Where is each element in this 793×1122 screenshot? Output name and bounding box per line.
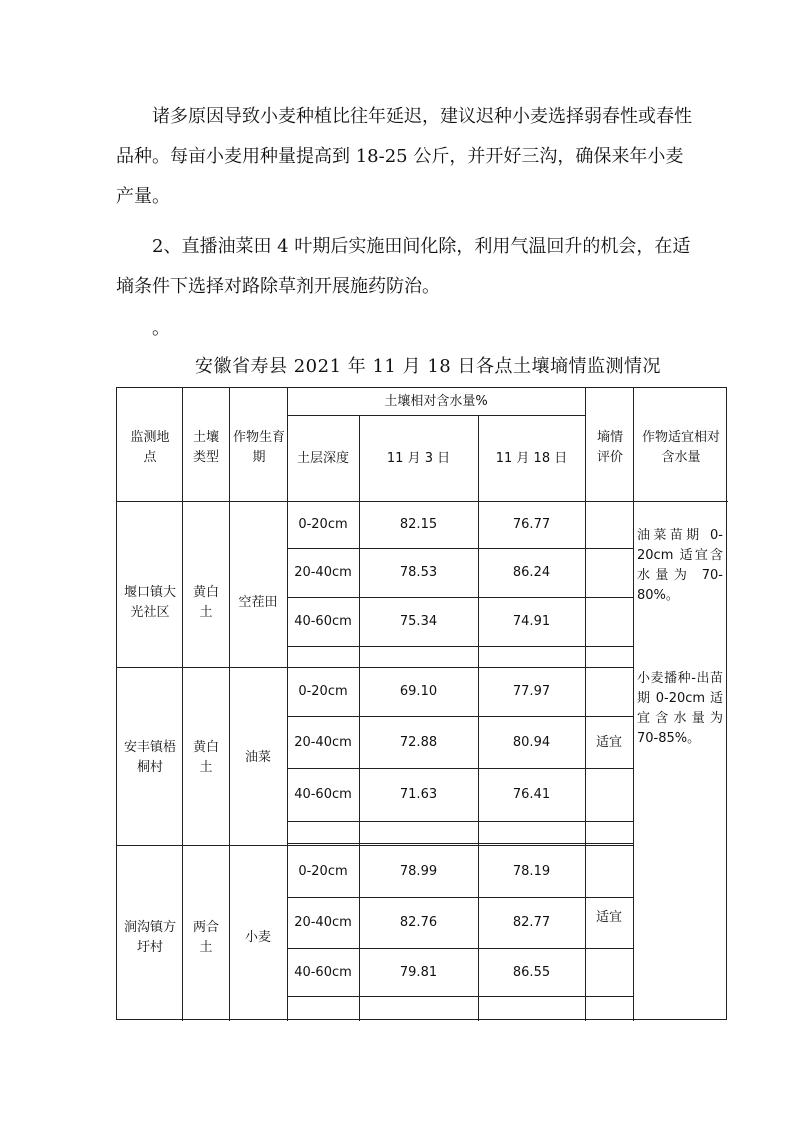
depth-cell: 40-60cm bbox=[294, 614, 352, 629]
value-cell: 76.77 bbox=[512, 517, 551, 532]
value-cell: 82.77 bbox=[512, 915, 551, 930]
growth-stage: 空茬田 bbox=[238, 595, 278, 610]
value-cell: 72.88 bbox=[399, 734, 438, 750]
site-name: 安丰镇梧桐村 bbox=[123, 740, 176, 775]
growth-stage: 油菜 bbox=[244, 750, 271, 765]
value-cell: 80.94 bbox=[512, 734, 551, 750]
header-evaluation: 墒情评价 bbox=[596, 430, 623, 465]
depth-cell: 20-40cm bbox=[294, 565, 352, 580]
lone-mark: 。 bbox=[152, 318, 170, 339]
value-cell: 69.10 bbox=[399, 684, 438, 699]
suitable-note-rapeseed: 油菜苗期 0-20cm 适宜含水量为 70-80%。 bbox=[637, 528, 723, 603]
paragraph-1: 诸多原因导致小麦种植比往年延迟，建议迟种小麦选择弱春性或春性品种。每亩小麦用种量提高到 18-25 公斤，并开好三沟，确保来年小麦产量。 bbox=[116, 106, 692, 207]
soil-type: 两合土 bbox=[192, 920, 219, 955]
value-cell: 82.76 bbox=[399, 915, 438, 930]
site-name: 涧沟镇方圩村 bbox=[123, 920, 176, 955]
header-date-2: 11 月 18 日 bbox=[495, 451, 568, 466]
value-cell: 78.99 bbox=[399, 863, 438, 879]
depth-cell: 0-20cm bbox=[298, 863, 348, 879]
value-cell: 86.55 bbox=[512, 964, 551, 980]
value-cell: 82.15 bbox=[399, 517, 438, 532]
value-cell: 71.63 bbox=[399, 787, 438, 802]
depth-cell: 0-20cm bbox=[298, 684, 348, 699]
soil-type: 黄白土 bbox=[192, 585, 219, 620]
value-cell: 79.81 bbox=[399, 964, 438, 980]
header-soil-type: 土壤类型 bbox=[192, 430, 219, 465]
header-suitable-moisture: 作物适宜相对含水量 bbox=[641, 430, 720, 465]
depth-cell: 40-60cm bbox=[294, 787, 352, 802]
header-growth-stage: 作物生育期 bbox=[233, 430, 286, 465]
suitable-note-wheat: 小麦播种-出苗期 0-20cm 适宜含水量为 70-85%。 bbox=[637, 671, 723, 746]
soil-type: 黄白土 bbox=[192, 740, 219, 775]
site-name: 堰口镇大光社区 bbox=[123, 585, 176, 620]
header-moisture-group: 土壤相对含水量% bbox=[384, 393, 488, 409]
table-title: 安徽省寿县 2021 年 11 月 18 日各点土壤墒情监测情况 bbox=[195, 356, 661, 377]
paragraph-2: 2、直播油菜田 4 叶期后实施田间化除，利用气温回升的机会，在适墒条件下选择对路除草剂开展施药防治。 bbox=[116, 236, 691, 297]
evaluation-cell: 适宜 bbox=[595, 735, 622, 750]
depth-cell: 20-40cm bbox=[294, 915, 352, 930]
growth-stage: 小麦 bbox=[244, 930, 271, 945]
depth-cell: 40-60cm bbox=[294, 964, 352, 980]
evaluation-cell: 适宜 bbox=[595, 910, 622, 925]
value-cell: 86.24 bbox=[512, 565, 551, 580]
depth-cell: 0-20cm bbox=[298, 517, 348, 532]
value-cell: 74.91 bbox=[512, 614, 551, 629]
header-site: 监测地点 bbox=[130, 430, 170, 465]
value-cell: 78.53 bbox=[399, 565, 438, 580]
value-cell: 78.19 bbox=[512, 863, 551, 879]
value-cell: 76.41 bbox=[512, 787, 551, 802]
header-date-1: 11 月 3 日 bbox=[386, 451, 451, 466]
header-depth: 土层深度 bbox=[296, 451, 349, 466]
depth-cell: 20-40cm bbox=[294, 734, 352, 750]
moisture-table bbox=[116, 387, 727, 1020]
value-cell: 77.97 bbox=[512, 684, 551, 699]
value-cell: 75.34 bbox=[399, 614, 438, 629]
